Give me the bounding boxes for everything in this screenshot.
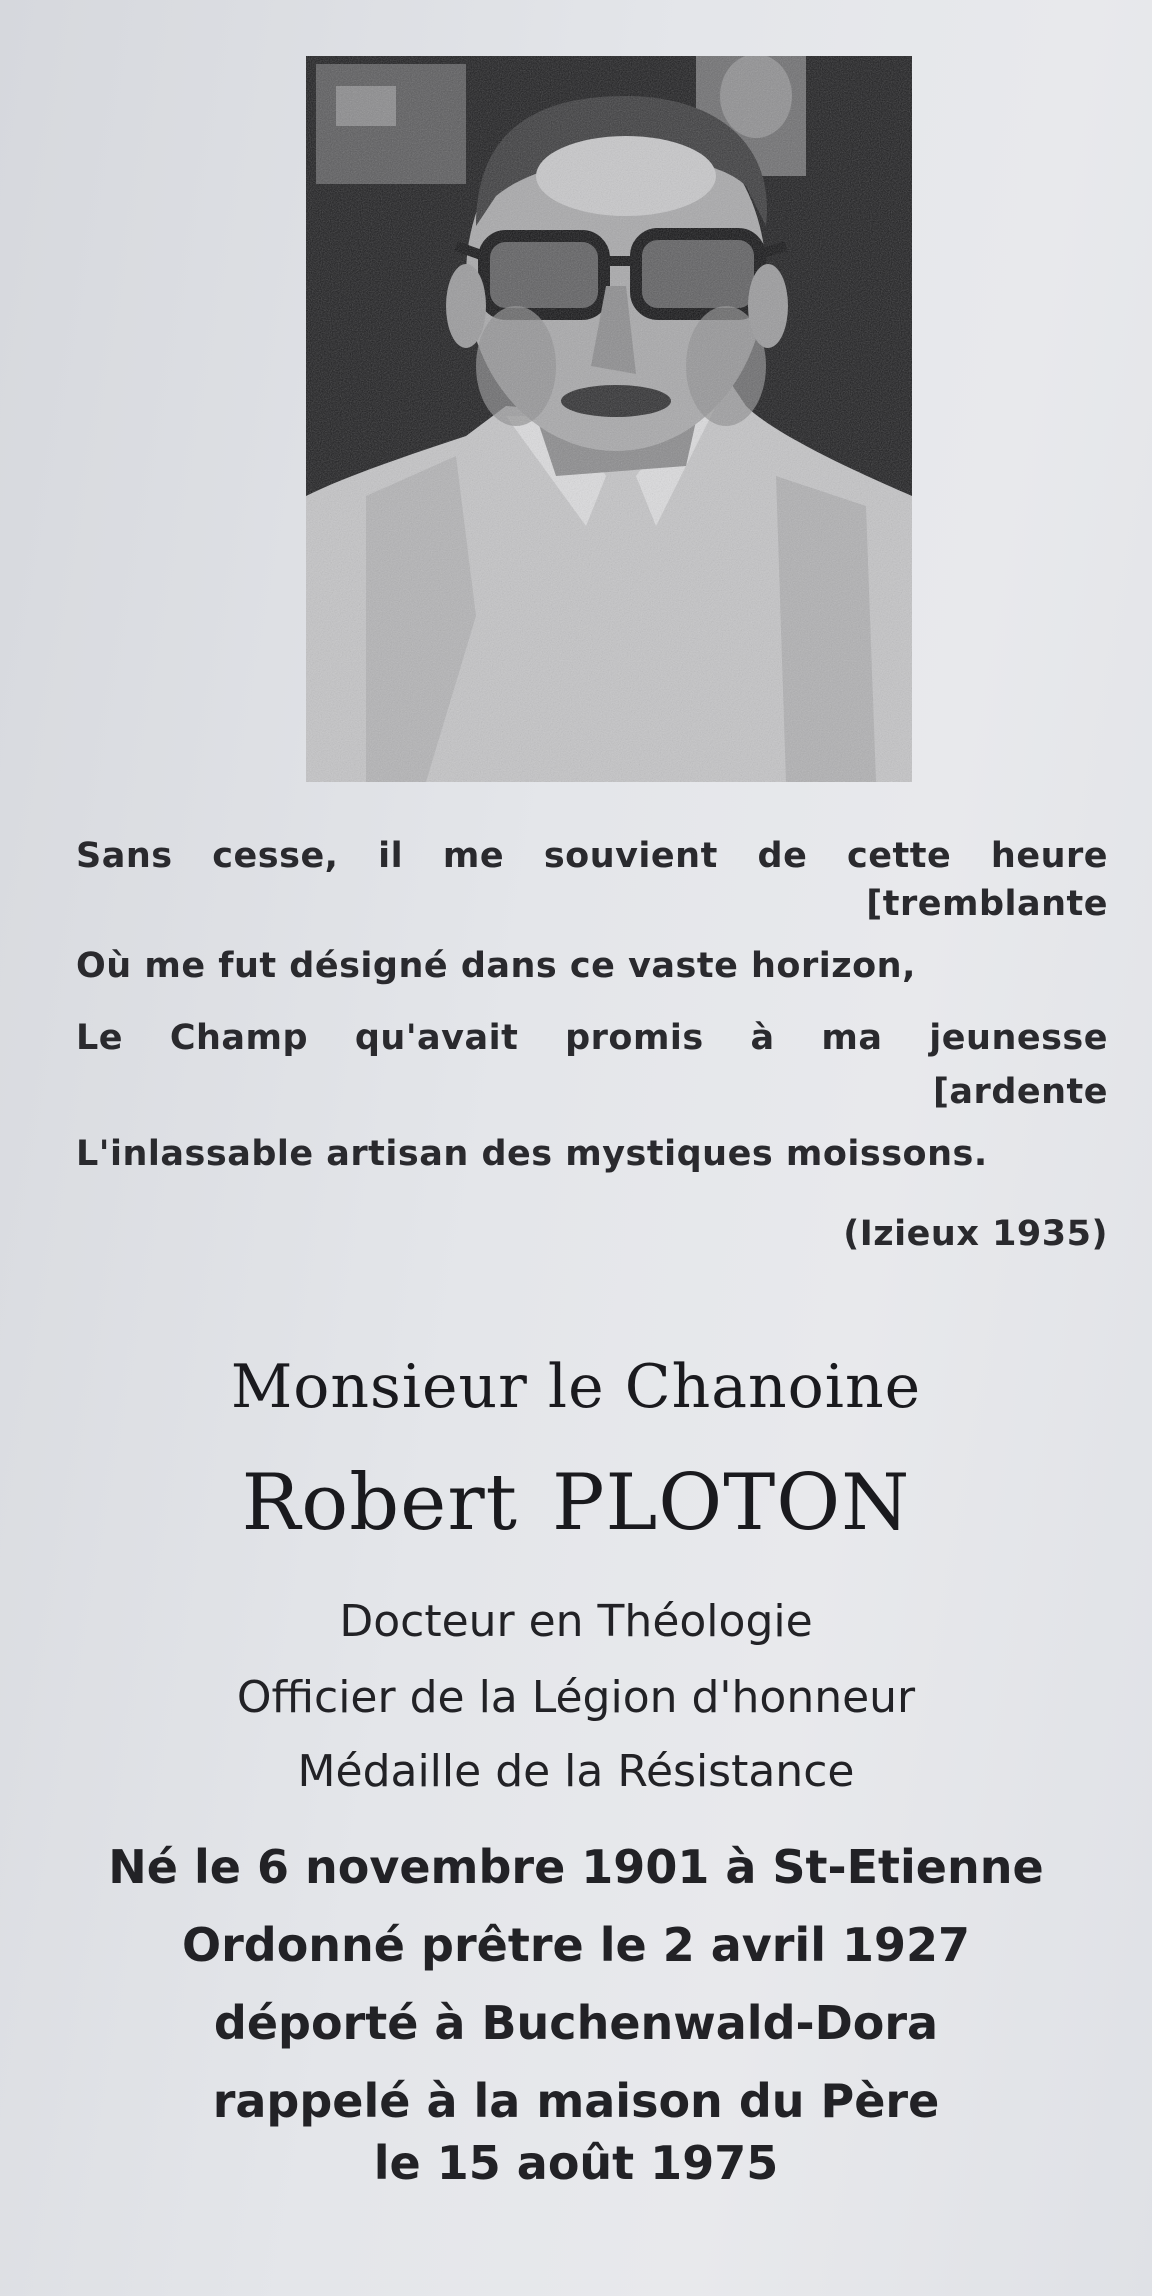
verse-line: Le Champ qu'avait promis à ma jeunesse (76, 1018, 1108, 1058)
verse-line: [ardente (932, 1072, 1108, 1112)
bio-line: le 15 août 1975 (373, 2136, 779, 2190)
deceased-name (0, 1458, 1152, 1548)
verse-source: (Izieux 1935) (843, 1214, 1108, 1254)
portrait-photo (306, 56, 912, 782)
title-line: Officier de la Légion d'honneur (236, 1672, 916, 1723)
bio-line: déporté à Buchenwald-Dora (213, 1996, 939, 2050)
title-line: Médaille de la Résistance (297, 1746, 855, 1797)
portrait-photo-icon (306, 56, 912, 782)
title-line: Docteur en Théologie (339, 1596, 813, 1647)
verse-line: [tremblante (866, 884, 1108, 924)
first-name: Robert (241, 1458, 518, 1548)
bio-line: Ordonné prêtre le 2 avril 1927 (181, 1918, 971, 1972)
bio-line: rappelé à la maison du Père (212, 2074, 940, 2128)
verse-line: L'inlassable artisan des mystiques moissons. (76, 1134, 988, 1174)
bio-line: Né le 6 novembre 1901 à St-Etienne (108, 1840, 1044, 1894)
verse-line: Où me fut désigné dans ce vaste horizon, (76, 946, 916, 986)
honorific-title: Monsieur le Chanoine (230, 1352, 922, 1422)
last-name: PLOTON (551, 1458, 911, 1548)
verse-line: Sans cesse, il me souvient de cette heure (76, 836, 1108, 876)
